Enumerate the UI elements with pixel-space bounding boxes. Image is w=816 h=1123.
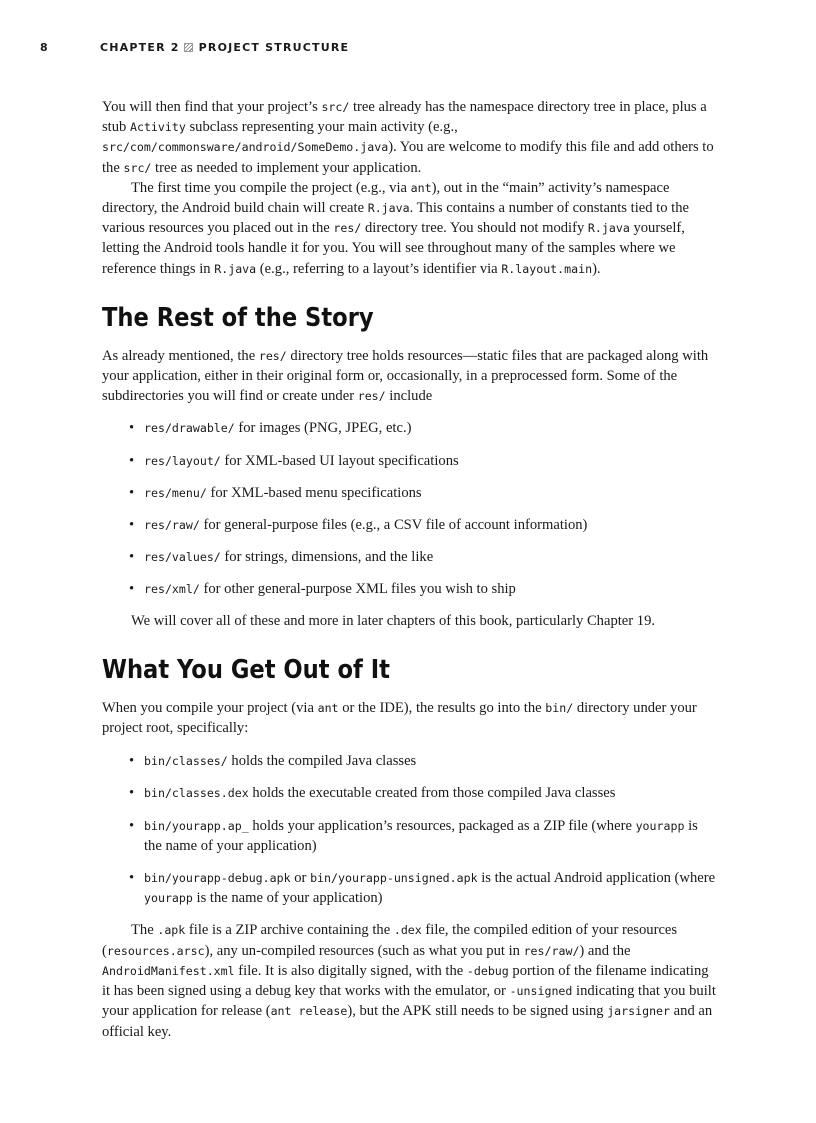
chapter-title: PROJECT STRUCTURE bbox=[198, 41, 350, 54]
inline-code: ant bbox=[317, 700, 339, 715]
apk-paragraph: The .apk file is a ZIP archive containing the .dex file, the compiled edition of your resources (resources.arsc), any un-compiled resources (such as what you put in res/raw/) and the AndroidManifest.xml file. It is also digitally signed, with the -debug portion of the filename indicating it has been signed using a debug key that works with the emulator, or -unsigned indicating that you built your application for release (ant release), but the APK still needs to be signed using jarsigner and an official key. bbox=[102, 922, 716, 1040]
bullet-icon: • bbox=[129, 785, 135, 802]
bullet-icon: • bbox=[129, 452, 135, 469]
inline-code: .apk bbox=[157, 923, 186, 938]
running-head bbox=[100, 41, 349, 54]
bullet-icon: • bbox=[129, 870, 135, 887]
inline-code: src/ bbox=[123, 160, 152, 175]
inline-code: resources.arsc bbox=[106, 943, 205, 958]
inline-code: R.java bbox=[214, 261, 257, 276]
page-header bbox=[40, 41, 780, 59]
output-paragraph: When you compile your project (via ant or the IDE), the results go into the bin/ directory under your project root, specifically: bbox=[102, 699, 697, 737]
intro-paragraph-2: The first time you compile the project (e.g., via ant), out in the “main” activity’s namespace directory, the Android build chain will create R.java. This contains a number of constants tied to the various resources you placed out in the res/ directory tree. You should not modify R.java yourself, letting the Android tools handle it for you. You will see throughout many of the samples where we reference things in R.java (e.g., referring to a layout’s identifier via R.layout.main). bbox=[102, 179, 689, 277]
bullet-icon: • bbox=[129, 817, 135, 834]
resource-dir-list bbox=[102, 418, 716, 599]
separator-square-icon bbox=[184, 43, 193, 52]
section-heading-what-you-get: What You Get Out of It bbox=[102, 654, 390, 685]
bullet-icon: • bbox=[129, 549, 135, 566]
inline-code: res/ bbox=[333, 221, 362, 236]
bullet-icon: • bbox=[129, 420, 135, 437]
inline-code: R.layout.main bbox=[501, 261, 593, 276]
inline-code: ant bbox=[410, 180, 432, 195]
inline-code: -unsigned bbox=[509, 984, 573, 999]
bullet-icon: • bbox=[129, 753, 135, 770]
list-item: • bin/yourapp-debug.apk or bin/yourapp-unsigned.apk is the actual Android application (where yourapp is the name of your application) bbox=[129, 870, 716, 907]
intro-paragraph-1: You will then find that your project’s src/ tree already has the namespace directory tree in place, plus a stub Activity subclass representing your main activity (e.g., src/com/commonsware/android/SomeDemo.java). You are welcome to modify this file and add others to the src/ tree as needed to implement your application. bbox=[102, 99, 714, 176]
list-item: • res/drawable/ for images (PNG, JPEG, etc.) bbox=[102, 418, 716, 438]
bullet-icon: • bbox=[129, 517, 135, 534]
inline-code: .dex bbox=[393, 923, 422, 938]
list-item: • res/values/ for strings, dimensions, and the like bbox=[102, 547, 716, 567]
list-item: • res/layout/ for XML-based UI layout specifications bbox=[102, 451, 716, 471]
chapter-label: CHAPTER 2 bbox=[100, 41, 180, 54]
list-item: • bin/classes.dex holds the executable created from those compiled Java classes bbox=[102, 783, 716, 803]
inline-code: src/com/commonsware/android/SomeDemo.java bbox=[102, 140, 389, 155]
bullet-icon: • bbox=[129, 484, 135, 501]
inline-code: bin/ bbox=[545, 700, 574, 715]
section-heading-rest-of-story: The Rest of the Story bbox=[102, 302, 374, 333]
inline-code: res/ bbox=[357, 389, 386, 404]
inline-code: Activity bbox=[129, 120, 186, 135]
list-item: • bin/yourapp.ap_ holds your application’s resources, packaged as a ZIP file (where yourapp is the name of your application) bbox=[129, 817, 698, 854]
list-item: • res/raw/ for general-purpose files (e.g., a CSV file of account information) bbox=[102, 515, 716, 535]
inline-code: R.java bbox=[587, 221, 630, 236]
inline-code: src/ bbox=[321, 100, 350, 114]
bullet-icon: • bbox=[129, 581, 135, 598]
bin-output-list bbox=[102, 751, 716, 908]
list-item: • res/xml/ for other general-purpose XML files you wish to ship bbox=[102, 579, 716, 599]
inline-code: AndroidManifest.xml bbox=[102, 963, 235, 978]
rest-paragraph: As already mentioned, the res/ directory tree holds resources—static files that are packaged along with your application, either in their original form or, occasionally, in a preprocessed form. Some of the subdirectories you will find or create under res/ include bbox=[102, 347, 709, 405]
inline-code: -debug bbox=[466, 963, 509, 978]
inline-code: res/raw/ bbox=[523, 943, 580, 958]
list-item: • bin/classes/ holds the compiled Java classes bbox=[102, 751, 716, 771]
inline-code: jarsigner bbox=[607, 1004, 671, 1019]
inline-code: ant release bbox=[270, 1004, 348, 1019]
rest-closing-paragraph: We will cover all of these and more in later chapters of this book, particularly Chapter 19. bbox=[131, 612, 656, 629]
page-content bbox=[102, 97, 716, 1042]
page-number: 8 bbox=[40, 41, 49, 54]
inline-code: R.java bbox=[367, 201, 410, 216]
list-item: • res/menu/ for XML-based menu specifications bbox=[102, 483, 716, 503]
inline-code: res/ bbox=[258, 348, 287, 363]
